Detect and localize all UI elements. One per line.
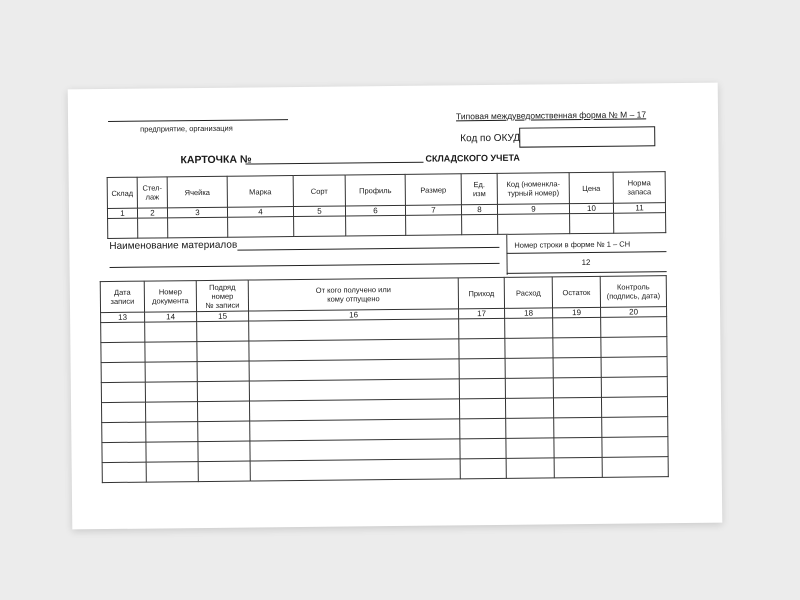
entry-cell[interactable] — [197, 341, 249, 362]
entry-cell[interactable] — [554, 417, 602, 438]
entry-cell[interactable] — [138, 218, 168, 238]
row-number-value: 12 — [581, 257, 591, 268]
entry-cell[interactable] — [459, 398, 505, 418]
entry-cell[interactable] — [459, 318, 505, 338]
row-number-label: Номер строки в форме № 1 – СН — [514, 239, 631, 250]
header-sklad: Склад — [107, 177, 137, 208]
header-norma: Норма запаса — [613, 172, 665, 204]
col-number: 19 — [553, 307, 601, 318]
entry-cell[interactable] — [249, 399, 459, 421]
entry-cell[interactable] — [601, 337, 667, 358]
col-number: 14 — [145, 312, 197, 323]
entry-cell[interactable] — [198, 421, 250, 442]
entry-cell[interactable] — [601, 317, 667, 338]
entry-cell[interactable] — [250, 459, 460, 481]
entry-cell[interactable] — [601, 377, 667, 398]
entry-cell[interactable] — [228, 217, 294, 238]
entry-cell[interactable] — [101, 362, 145, 382]
entry-cell[interactable] — [145, 402, 197, 423]
header-ed-izm: Ед. изм — [461, 173, 497, 204]
entry-cell[interactable] — [108, 218, 138, 238]
entry-cell[interactable] — [198, 441, 250, 462]
entry-cell[interactable] — [602, 457, 668, 478]
entry-cell[interactable] — [146, 442, 198, 463]
entry-cell[interactable] — [460, 418, 506, 438]
entry-cell[interactable] — [602, 417, 668, 438]
entry-cell[interactable] — [197, 401, 249, 422]
col-number: 17 — [459, 308, 505, 318]
header-kod: Код (номенкла- турный номер) — [497, 173, 569, 205]
entry-cell[interactable] — [554, 457, 602, 478]
row-number-divider-line — [506, 251, 666, 254]
entry-cell[interactable] — [554, 437, 602, 458]
entry-cell[interactable] — [249, 319, 459, 341]
col-number: 18 — [505, 308, 553, 319]
entry-cell[interactable] — [197, 361, 249, 382]
card-title-prefix: КАРТОЧКА № — [180, 153, 252, 167]
entry-cell[interactable] — [145, 342, 197, 363]
entry-cell[interactable] — [460, 458, 506, 478]
header-tsena: Цена — [569, 172, 613, 203]
entry-cell[interactable] — [506, 418, 554, 439]
entry-cell[interactable] — [553, 397, 601, 418]
entry-cell[interactable] — [498, 214, 570, 235]
entry-cell[interactable] — [197, 321, 249, 342]
col-number: 16 — [249, 309, 459, 321]
header-yacheyka: Ячейка — [167, 176, 227, 208]
col-number: 3 — [167, 207, 227, 218]
col-number: 1 — [107, 208, 137, 218]
entry-cell[interactable] — [294, 216, 346, 237]
entry-cell[interactable] — [145, 382, 197, 403]
col-number: 5 — [293, 206, 345, 217]
col-number: 6 — [345, 205, 405, 216]
entry-cell[interactable] — [102, 422, 146, 442]
entry-cell[interactable] — [553, 337, 601, 358]
entry-cell[interactable] — [460, 438, 506, 458]
header-balance: Остаток — [552, 276, 600, 308]
entry-cell[interactable] — [101, 342, 145, 362]
col-number: 7 — [405, 205, 461, 216]
entry-cell[interactable] — [145, 362, 197, 383]
card-title-suffix: СКЛАДСКОГО УЧЕТА — [425, 152, 520, 164]
form-sheet — [68, 83, 723, 530]
material-attributes-table — [107, 171, 667, 239]
entry-cell[interactable] — [459, 338, 505, 358]
header-record-number: Подряд номер № записи — [196, 280, 248, 312]
entry-cell[interactable] — [249, 379, 459, 401]
header-expense: Расход — [504, 277, 552, 309]
organization-line — [108, 119, 288, 122]
card-number-line[interactable] — [246, 162, 424, 165]
col-number: 9 — [497, 204, 569, 215]
header-razmer: Размер — [405, 174, 461, 206]
entry-cell[interactable] — [614, 213, 666, 234]
movement-table — [100, 275, 669, 483]
col-number: 15 — [197, 311, 249, 322]
material-name-line-1[interactable] — [237, 247, 499, 251]
entry-cell[interactable] — [459, 358, 505, 378]
header-stellazh: Стел- лаж — [137, 177, 167, 208]
entry-cell[interactable] — [601, 357, 667, 378]
entry-cell[interactable] — [101, 382, 145, 402]
entry-cell[interactable] — [197, 381, 249, 402]
material-row-divider — [506, 235, 508, 275]
material-name-label: Наименование материалов — [109, 239, 238, 252]
entry-cell[interactable] — [505, 358, 553, 379]
entry-cell[interactable] — [102, 462, 146, 482]
entry-cell[interactable] — [505, 398, 553, 419]
entry-cell[interactable] — [601, 397, 667, 418]
entry-cell[interactable] — [346, 215, 406, 236]
entry-cell[interactable] — [145, 322, 197, 343]
header-doc-number: Номер документа — [144, 281, 196, 313]
entry-cell[interactable] — [602, 437, 668, 458]
col-number: 13 — [101, 312, 145, 322]
col-number: 11 — [613, 203, 665, 214]
header-marka: Марка — [227, 176, 293, 208]
entry-cell[interactable] — [570, 213, 614, 233]
okud-code-box[interactable] — [519, 126, 655, 147]
header-sort: Сорт — [293, 175, 345, 207]
header-profil: Профиль — [345, 174, 405, 206]
entry-cell[interactable] — [168, 217, 228, 238]
entry-cell[interactable] — [101, 402, 145, 422]
okud-label: Код по ОКУД — [460, 132, 521, 145]
section-bottom-line — [507, 271, 667, 274]
col-number: 8 — [461, 204, 497, 214]
entry-cell[interactable] — [505, 318, 553, 339]
entry-cell[interactable] — [506, 438, 554, 459]
header-control: Контроль (подпись, дата) — [600, 276, 666, 308]
header-date: Дата записи — [100, 281, 144, 312]
entry-cell[interactable] — [198, 461, 250, 482]
entry-cell[interactable] — [553, 377, 601, 398]
entry-cell[interactable] — [505, 378, 553, 399]
entry-cell[interactable] — [505, 338, 553, 359]
col-number: 2 — [137, 208, 167, 218]
header-income: Приход — [458, 277, 504, 308]
form-title: Типовая междуведомственная форма № М – 17 — [455, 109, 647, 122]
entry-cell[interactable] — [250, 419, 460, 441]
entry-cell[interactable] — [506, 458, 554, 479]
entry-cell[interactable] — [250, 439, 460, 461]
col-number: 20 — [601, 307, 667, 318]
entry-cell[interactable] — [553, 317, 601, 338]
entry-cell[interactable] — [102, 442, 146, 462]
entry-cell[interactable] — [249, 359, 459, 381]
entry-cell[interactable] — [459, 378, 505, 398]
entry-cell[interactable] — [553, 357, 601, 378]
entry-cell[interactable] — [249, 339, 459, 361]
organization-caption: предприятие, организация — [140, 123, 233, 134]
entry-cell[interactable] — [462, 214, 498, 234]
entry-cell[interactable] — [406, 215, 462, 236]
material-name-line-2[interactable] — [110, 263, 500, 268]
col-number: 4 — [227, 207, 293, 218]
header-from-to: От кого получено или кому отпущено — [248, 278, 458, 311]
entry-cell[interactable] — [146, 422, 198, 443]
entry-cell[interactable] — [101, 322, 145, 342]
col-number: 10 — [569, 203, 613, 213]
entry-cell[interactable] — [146, 462, 198, 483]
